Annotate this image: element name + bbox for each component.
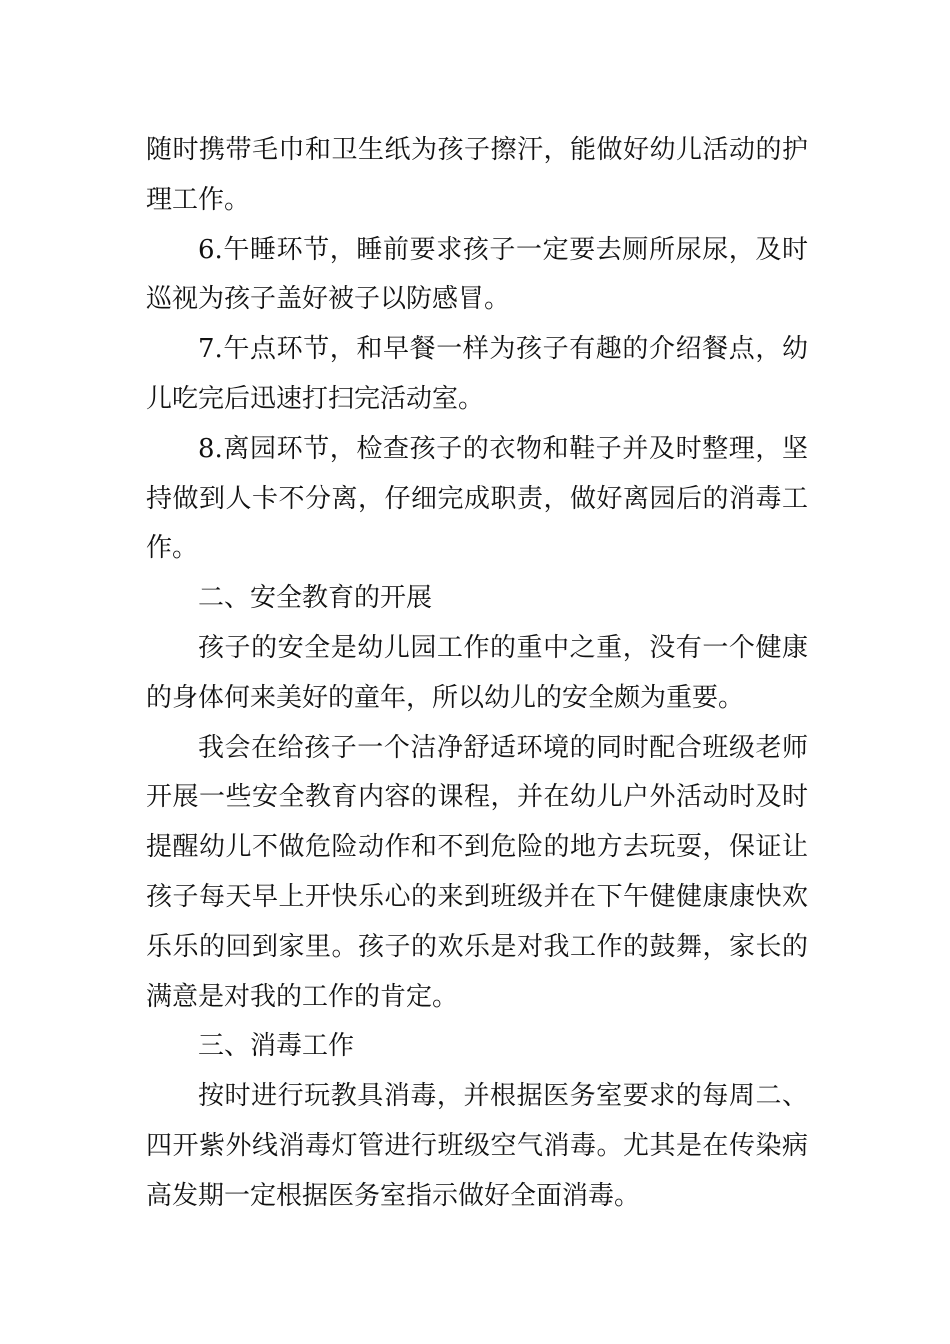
- document-body: [146, 126, 808, 1222]
- paragraph-departure: 8.离园环节，检查孩子的衣物和鞋子并及时整理，坚持做到人卡不分离，仔细完成职责，做好离园后的消毒工作。: [146, 433, 808, 564]
- paragraph-disinfection: 按时进行玩教具消毒，并根据医务室要求的每周二、四开紫外线消毒灯管进行班级空气消毒。尤其是在传染病高发期一定根据医务室指示做好全面消毒。: [146, 1081, 808, 1211]
- paragraph-continuation: 随时携带毛巾和卫生纸为孩子擦汗，能做好幼儿活动的护理工作。: [146, 135, 808, 215]
- paragraph-safety-education: 我会在给孩子一个洁净舒适环境的同时配合班级老师开展一些安全教育内容的课程，并在幼儿户外活动时及时提醒幼儿不做危险动作和不到危险的地方去玩耍，保证让孩子每天早上开快乐心的来到班级并在下午健健康康快欢乐乐的回到家里。孩子的欢乐是对我工作的鼓舞，家长的满意是对我的工作的肯定。: [146, 732, 808, 1012]
- paragraph-nap: 6.午睡环节，睡前要求孩子一定要去厕所尿尿，及时巡视为孩子盖好被子以防感冒。: [146, 234, 808, 315]
- section-heading-disinfection: 三、消毒工作: [198, 1031, 355, 1062]
- section-heading-safety: 二、安全教育的开展: [198, 583, 433, 614]
- paragraph-snack: 7.午点环节，和早餐一样为孩子有趣的介绍餐点，幼儿吃完后迅速打扫完活动室。: [146, 334, 808, 414]
- paragraph-safety-importance: 孩子的安全是幼儿园工作的重中之重，没有一个健康的身体何来美好的童年，所以幼儿的安全颇为重要。: [146, 632, 808, 713]
